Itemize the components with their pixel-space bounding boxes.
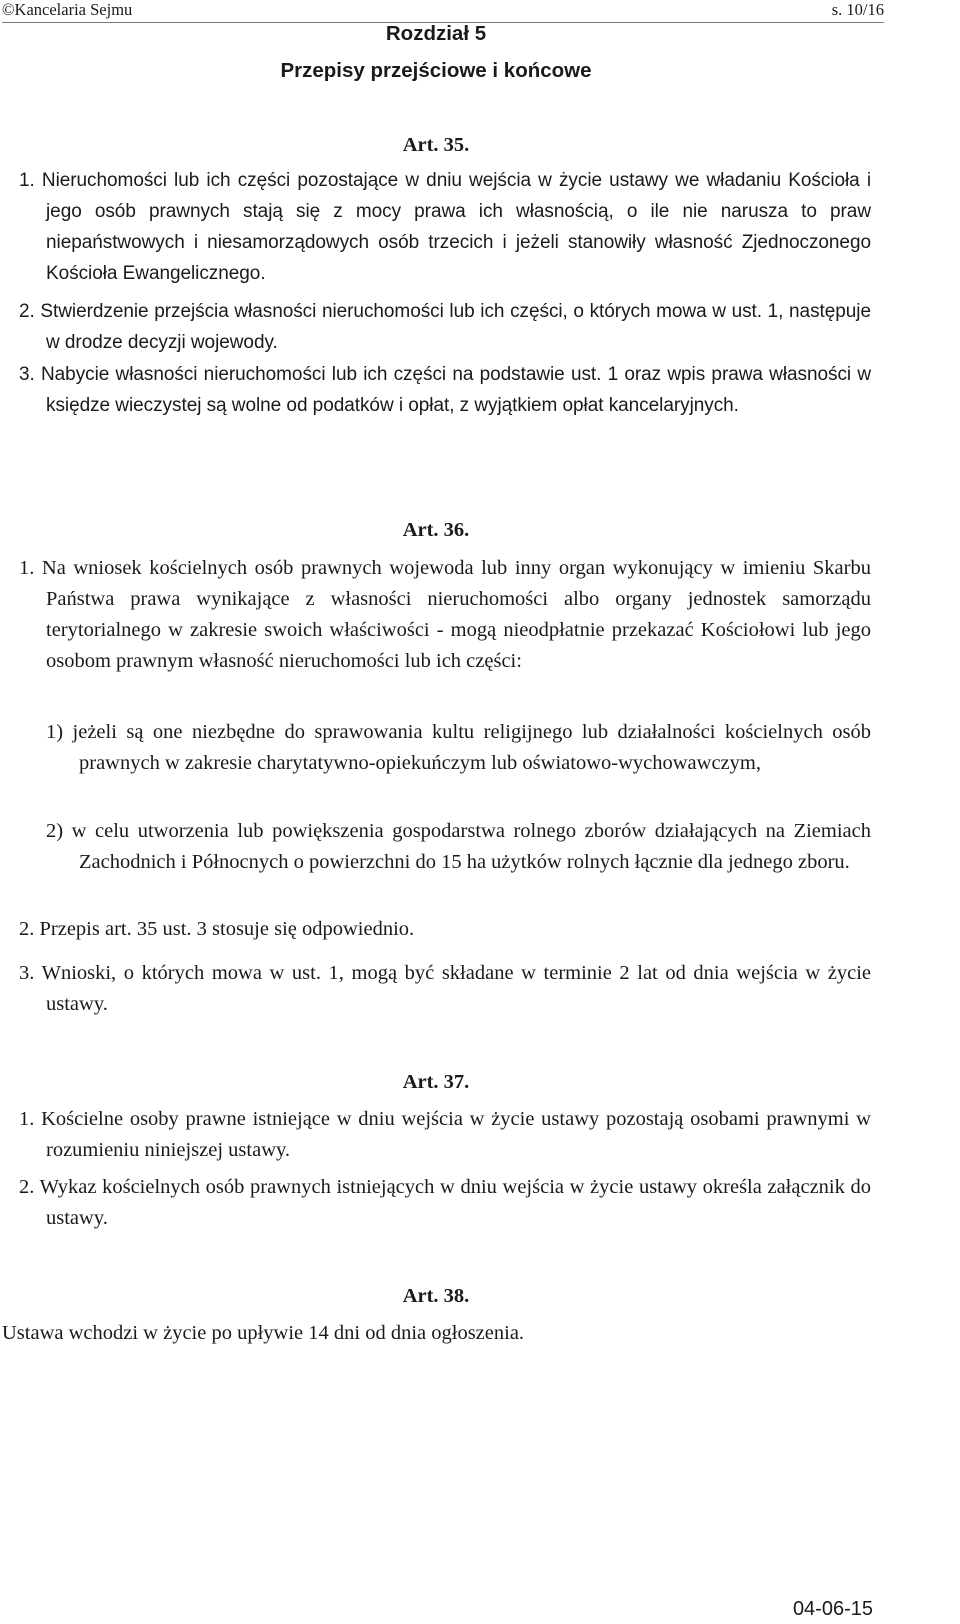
art36-paragraph-1: 1. Na wniosek kościelnych osób prawnych wojewoda lub inny organ wykonujący w imieniu Skarbu Państwa prawa wynikające z własności nieruchomości albo organy jednostek samorządu terytorialnego w zakresie swoich właściwości - mogą nieodpłatnie przekazać Kościołowi lub jego osobom prawnym własność nieruchomości lub ich części: <box>19 557 871 672</box>
art37-paragraph-1: 1. Kościelne osoby prawne istniejące w dniu wejścia w życie ustawy pozostają osobami prawnymi w rozumieniu niniejszej ustawy. <box>19 1108 871 1161</box>
art35-title: Art. 35. <box>402 134 470 156</box>
chapter-number: Rozdział 5 <box>385 22 487 45</box>
art35-paragraph-3: 3. Nabycie własności nieruchomości lub ich części na podstawie ust. 1 oraz wpis prawa własności w księdze wieczystej są wolne od podatków i opłat, z wyjątkiem opłat kancelaryjnych. <box>19 364 871 416</box>
art36-title: Art. 36. <box>402 519 470 541</box>
art38-text: Ustawa wchodzi w życie po upływie 14 dni od dnia ogłoszenia. <box>2 1322 525 1344</box>
art36-paragraph-2: 2. Przepis art. 35 ust. 3 stosuje się odpowiednio. <box>19 918 415 940</box>
art35-paragraph-2: 2. Stwierdzenie przejścia własności nieruchomości lub ich części, o których mowa w ust. 1, następuje w drodze decyzji wojewody. <box>19 301 871 353</box>
art36-list-item-2: 2) w celu utworzenia lub powiększenia gospodarstwa rolnego zborów działających na Ziemiach Zachodnich i Północnych o powierzchni do 15 ha użytków rolnych łącznie dla jednego zboru. <box>46 820 871 873</box>
art35-paragraph-1: 1. Nieruchomości lub ich części pozostające w dniu wejścia w życie ustawy we władaniu Kościoła i jego osób prawnych stają się z mocy prawa ich własnością, o ile nie narusza to praw niepaństwowych i niesamorządowych osób trzecich i jeżeli stanowiły własność Zjednoczonego Kościoła Ewangelicznego. <box>19 170 871 284</box>
art37-title: Art. 37. <box>402 1071 470 1093</box>
footer-date: 04-06-15 <box>792 1598 873 1620</box>
art36-list-item-1: 1) jeżeli są one niezbędne do sprawowania kultu religijnego lub działalności kościelnych osób prawnych w zakresie charytatywno-opiekuńczym lub oświatowo-wychowawczym, <box>46 721 871 774</box>
page-header <box>2 0 884 23</box>
copyright-text: ©Kancelaria Sejmu <box>2 0 133 19</box>
art36-paragraph-3: 3. Wnioski, o których mowa w ust. 1, mogą być składane w terminie 2 lat od dnia wejścia w życie ustawy. <box>19 962 871 1015</box>
chapter-title: Przepisy przejściowe i końcowe <box>280 59 592 82</box>
art37-paragraph-2: 2. Wykaz kościelnych osób prawnych istniejących w dniu wejścia w życie ustawy określa załącznik do ustawy. <box>19 1176 871 1229</box>
page-number: s. 10/16 <box>831 0 884 19</box>
art38-title: Art. 38. <box>402 1285 470 1307</box>
